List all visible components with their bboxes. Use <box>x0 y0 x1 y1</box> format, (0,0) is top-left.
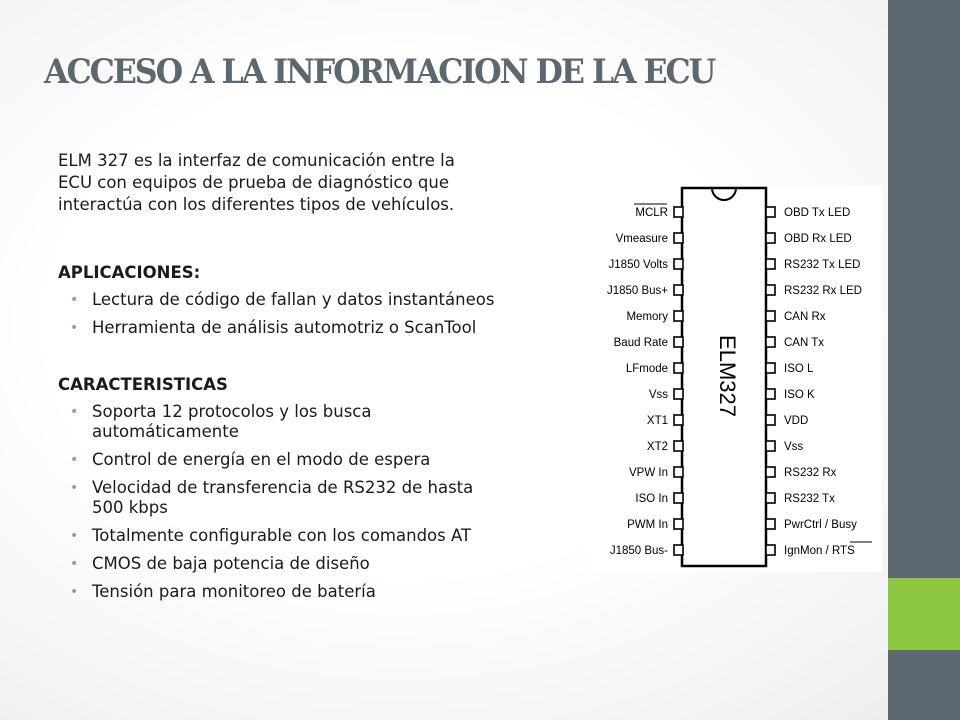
right-pins-group <box>766 207 872 557</box>
list-item <box>58 526 598 546</box>
pin-left-label: Baud Rate <box>613 337 668 349</box>
pin-right-label: Vss <box>784 441 804 453</box>
list-item <box>58 478 598 518</box>
pin-right-square <box>766 467 775 477</box>
pin-right-label: OBD Tx LED <box>784 207 851 219</box>
pin-left-square <box>674 467 683 477</box>
pin-left-square <box>674 389 683 399</box>
chip-svg <box>588 186 882 572</box>
pin-right-square <box>766 337 775 347</box>
pin-left-square <box>674 285 683 295</box>
pin-right-label: OBD Rx LED <box>784 233 852 245</box>
list-item-text: • CMOS de baja potencia de diseño <box>92 554 370 573</box>
pin-left-label: XT2 <box>646 441 668 453</box>
pin-right-square <box>766 285 775 295</box>
left-pins-group <box>607 204 683 557</box>
aplicaciones-heading: APLICACIONES: <box>58 263 201 282</box>
pin-left-square <box>674 519 683 529</box>
list-item-text: 500 kbps <box>92 498 168 517</box>
pin-left-square <box>674 441 683 451</box>
pin-left-label: ISO In <box>635 493 668 505</box>
pin-right-label: RS232 Rx LED <box>784 285 862 297</box>
pin-right-square <box>766 441 775 451</box>
pin-left-label: Vmeasure <box>615 233 668 245</box>
pin-right-label: PwrCtrl / Busy <box>784 519 857 531</box>
list-item <box>58 290 598 310</box>
list-item <box>58 318 598 338</box>
pin-right-label: CAN Rx <box>784 311 826 323</box>
caracteristicas-section <box>58 374 598 610</box>
pin-left-label: J1850 Volts <box>608 259 668 271</box>
aplicaciones-list <box>58 290 598 338</box>
pin-left-label: J1850 Bus- <box>609 545 668 557</box>
aplicaciones-section <box>58 262 598 346</box>
pin-left-square <box>674 493 683 503</box>
pin-right-square <box>766 233 775 243</box>
pin-left-label: Memory <box>626 311 668 323</box>
list-item-text: • Totalmente configurable con los comandos AT <box>92 526 472 545</box>
pin-right-square <box>766 545 775 555</box>
pin-right-square <box>766 207 775 217</box>
pin-left-label: Vss <box>648 389 668 401</box>
pin-left-square <box>674 337 683 347</box>
pin-left-label: MCLR <box>635 207 668 219</box>
pin-right-label: RS232 Tx LED <box>784 259 861 271</box>
pin-right-square <box>766 519 775 529</box>
list-item-text: • Herramienta de análisis automotriz o ScanTool <box>92 318 477 337</box>
list-item <box>58 402 598 442</box>
pin-left-label: J1850 Bus+ <box>606 285 668 297</box>
list-item-text: • Velocidad de transferencia de RS232 de hasta <box>92 478 474 497</box>
pin-right-square <box>766 493 775 503</box>
pin-right-label: IgnMon / RTS <box>784 545 855 557</box>
intro-paragraph <box>58 150 578 216</box>
pin-left-square <box>674 545 683 555</box>
pin-right-label: VDD <box>784 415 809 427</box>
pin-left-square <box>674 259 683 269</box>
pin-left-square <box>674 207 683 217</box>
pin-left-square <box>674 311 683 321</box>
caracteristicas-list <box>58 402 598 602</box>
pin-right-label: RS232 Rx <box>784 467 837 479</box>
pin-left-label: XT1 <box>646 415 668 427</box>
list-item-text: • Control de energía en el modo de espera <box>92 450 431 469</box>
pin-left-square <box>674 233 683 243</box>
pin-left-square <box>674 363 683 373</box>
accent-block <box>888 578 960 650</box>
intro-line: interactúa con los diferentes tipos de vehículos. <box>58 195 455 214</box>
list-item <box>58 450 598 470</box>
pin-right-square <box>766 363 775 373</box>
list-item <box>58 582 598 602</box>
pin-left-label: LFmode <box>625 363 668 375</box>
pin-left-label: VPW In <box>629 467 668 479</box>
intro-line: ELM 327 es la interfaz de comunicación entre la <box>58 151 455 170</box>
pin-right-label: ISO L <box>784 363 814 375</box>
slide-title: ACCESO A LA INFORMACION DE LA ECU <box>44 52 715 92</box>
pin-right-square <box>766 389 775 399</box>
pin-right-label: ISO K <box>784 389 815 401</box>
pin-left-label: PWM In <box>627 519 668 531</box>
elm327-pinout-diagram <box>588 186 882 572</box>
list-item-text: • Tensión para monitoreo de batería <box>92 582 376 601</box>
list-item-text: • Lectura de código de fallan y datos instantáneos <box>92 290 495 309</box>
pin-left-square <box>674 415 683 425</box>
caracteristicas-heading: CARACTERISTICAS <box>58 375 228 394</box>
pin-right-label: RS232 Tx <box>784 493 835 505</box>
chip-label: ELM327 <box>715 335 740 417</box>
pin-right-square <box>766 415 775 425</box>
list-item-text: automáticamente <box>92 422 239 441</box>
list-item <box>58 554 598 574</box>
pin-right-label: CAN Tx <box>784 337 825 349</box>
pin-right-square <box>766 259 775 269</box>
intro-line: ECU con equipos de prueba de diagnóstico que <box>58 173 449 192</box>
list-item-text: • Soporta 12 protocolos y los busca <box>92 402 372 421</box>
pin-right-square <box>766 311 775 321</box>
